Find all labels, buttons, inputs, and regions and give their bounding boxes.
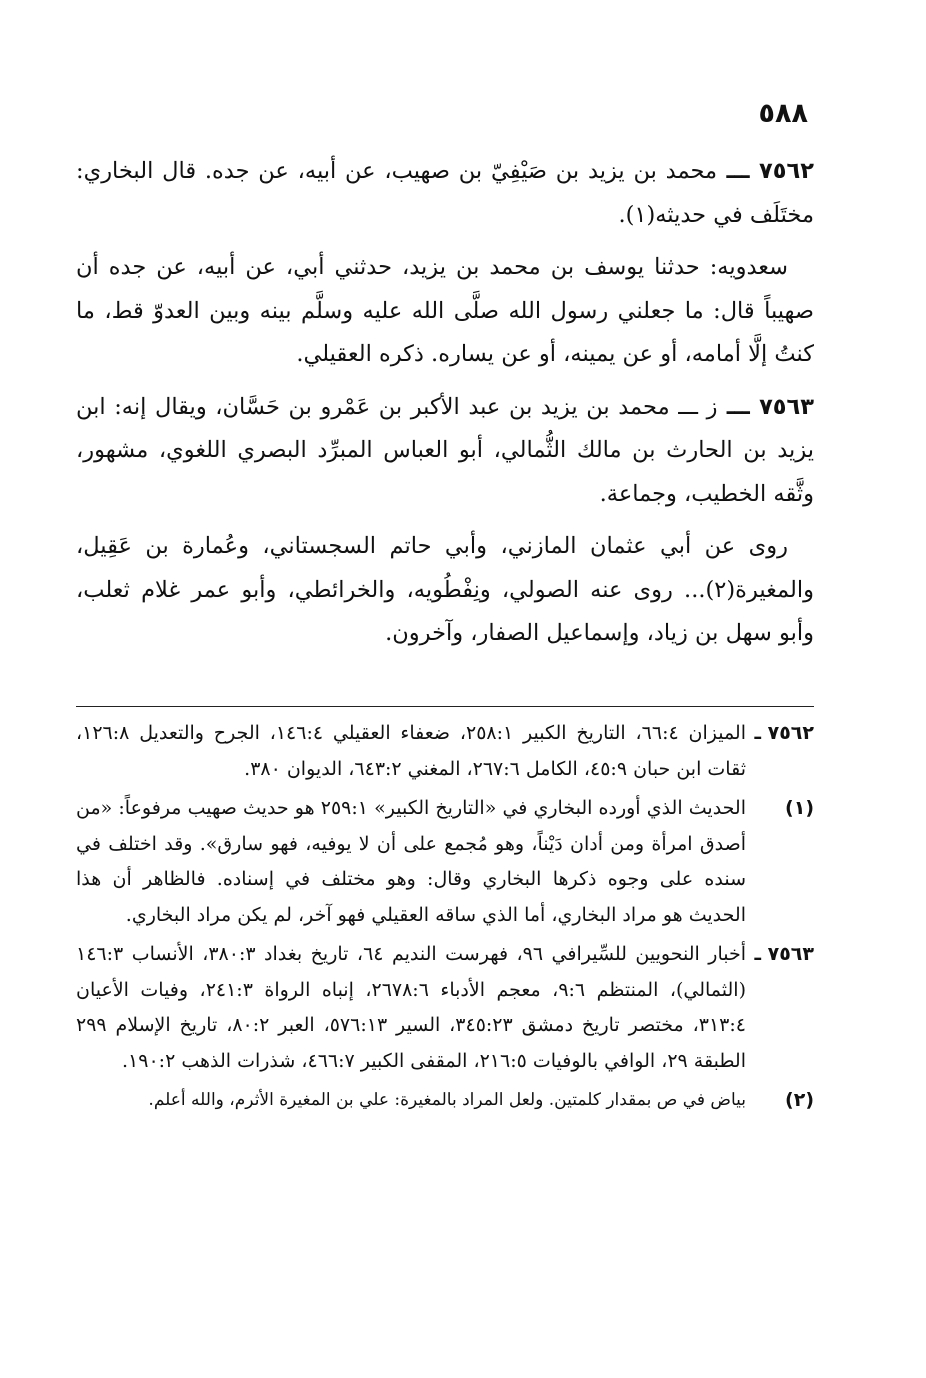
footnote-label: (١) — [785, 797, 814, 819]
page-number: ٥٨٨ — [758, 98, 808, 129]
footnote-1 — [76, 791, 814, 933]
footnote-2 — [76, 1083, 814, 1119]
entry-7563-paragraph — [76, 525, 814, 656]
entry-text: ز ـــ محمد بن يزيد بن عبد الأكبر بن عَمْرو بن حَسَّان، ويقال إنه: ابن يزيد بن الحارث بن مالك الثُّمالي، أبو العباس المبرِّد البصري اللغوي، مشهور، وثَّقه الخطيب، وجماعة. — [76, 393, 814, 507]
entry-7562-heading — [76, 150, 814, 237]
footnote-text: بياض في ص بمقدار كلمتين. ولعل المراد بالمغيرة: علي بن المغيرة الأثرم، والله أعلم. — [148, 1090, 746, 1110]
entry-text: محمد بن يزيد بن صَيْفِيّ بن صهيب، عن أبيه، عن جده. قال البخاري: مختَلَف في حديثه(١). — [76, 158, 814, 228]
paragraph-text: روى عن أبي عثمان المازني، وأبي حاتم السجستاني، وعُمارة بن عَقِيل، والمغيرة(٢)... روى عنه الصولي، ونِفْطُويه، والخرائطي، وأبو عمر غلام ثعلب، وأبو سهل بن زياد، وإسماعيل الصفار، وآخرون. — [76, 533, 814, 646]
entry-number: ٧٥٦٣ ـــ — [717, 393, 814, 420]
paragraph-text: سعدويه: حدثنا يوسف بن محمد بن يزيد، حدثني أبي، عن أبيه، عن جده أن صهيباً قال: ما جعلني رسول الله صلَّى الله عليه وسلَّم بينه وبين العدوّ قط، ما كنتُ إلَّا أمامه، أو عن يمينه، أو عن يساره. ذكره العقيلي. — [76, 254, 814, 367]
entry-number: ٧٥٦٢ ـــ — [717, 158, 814, 184]
main-text — [76, 150, 814, 665]
footnote-label: (٢) — [785, 1089, 814, 1111]
footnote-label: ٧٥٦٣ ـ — [754, 943, 814, 965]
footnote-text: أخبار النحويين للسِّيرافي ٩٦، فهرست النديم ٦٤، تاريخ بغداد ٣٨٠:٣، الأنساب ١٤٦:٣ (الثمالي)، المنتظم ٩:٦، معجم الأدباء ٢٦٧٨:٦، إنباه الرواة ٢٤١:٣، وفيات الأعيان ٣١٣:٤، مختصر تاريخ دمشق ٣٤٥:٢٣، السير ٥٧٦:١٣، العبر ٨٠:٢، تاريخ الإسلام ٢٩٩ الطبقة ٢٩، الوافي بالوفيات ٢١٦:٥، المقفى الكبير ٤٦٦:٧، شذرات الذهب ١٩٠:٢. — [76, 943, 746, 1072]
footnote-divider — [76, 706, 814, 707]
entry-7563-heading — [76, 386, 814, 517]
footnotes — [76, 716, 814, 1123]
footnote-sources-7562 — [76, 716, 814, 787]
entry-7562-paragraph — [76, 246, 814, 377]
footnote-label: ٧٥٦٢ ـ — [754, 722, 814, 744]
footnote-text: الميزان ٦٦:٤، التاريخ الكبير ٢٥٨:١، ضعفاء العقيلي ١٤٦:٤، الجرح والتعديل ١٢٦:٨، ثقات ابن حبان ٤٥:٩، الكامل ٢٦٧:٦، المغني ٦٤٣:٢، الديوان ٣٨٠. — [76, 722, 747, 780]
footnote-sources-7563 — [76, 937, 814, 1079]
footnote-text: الحديث الذي أورده البخاري في «التاريخ الكبير» ٢٥٩:١ هو حديث صهيب مرفوعاً: «من أصدق امرأة ومن أدان دَيْناً، وهو مُجمع على أن لا يوفيه، فهو سارق». وقد اختلف في سنده على وجوه ذكرها البخاري وقال: وهو مختلف في إسناده. فالظاهر أن هذا الحديث هو مراد البخاري، أما الذي ساقه العقيلي فهو آخر، لم يكن مراد البخاري. — [76, 797, 746, 926]
